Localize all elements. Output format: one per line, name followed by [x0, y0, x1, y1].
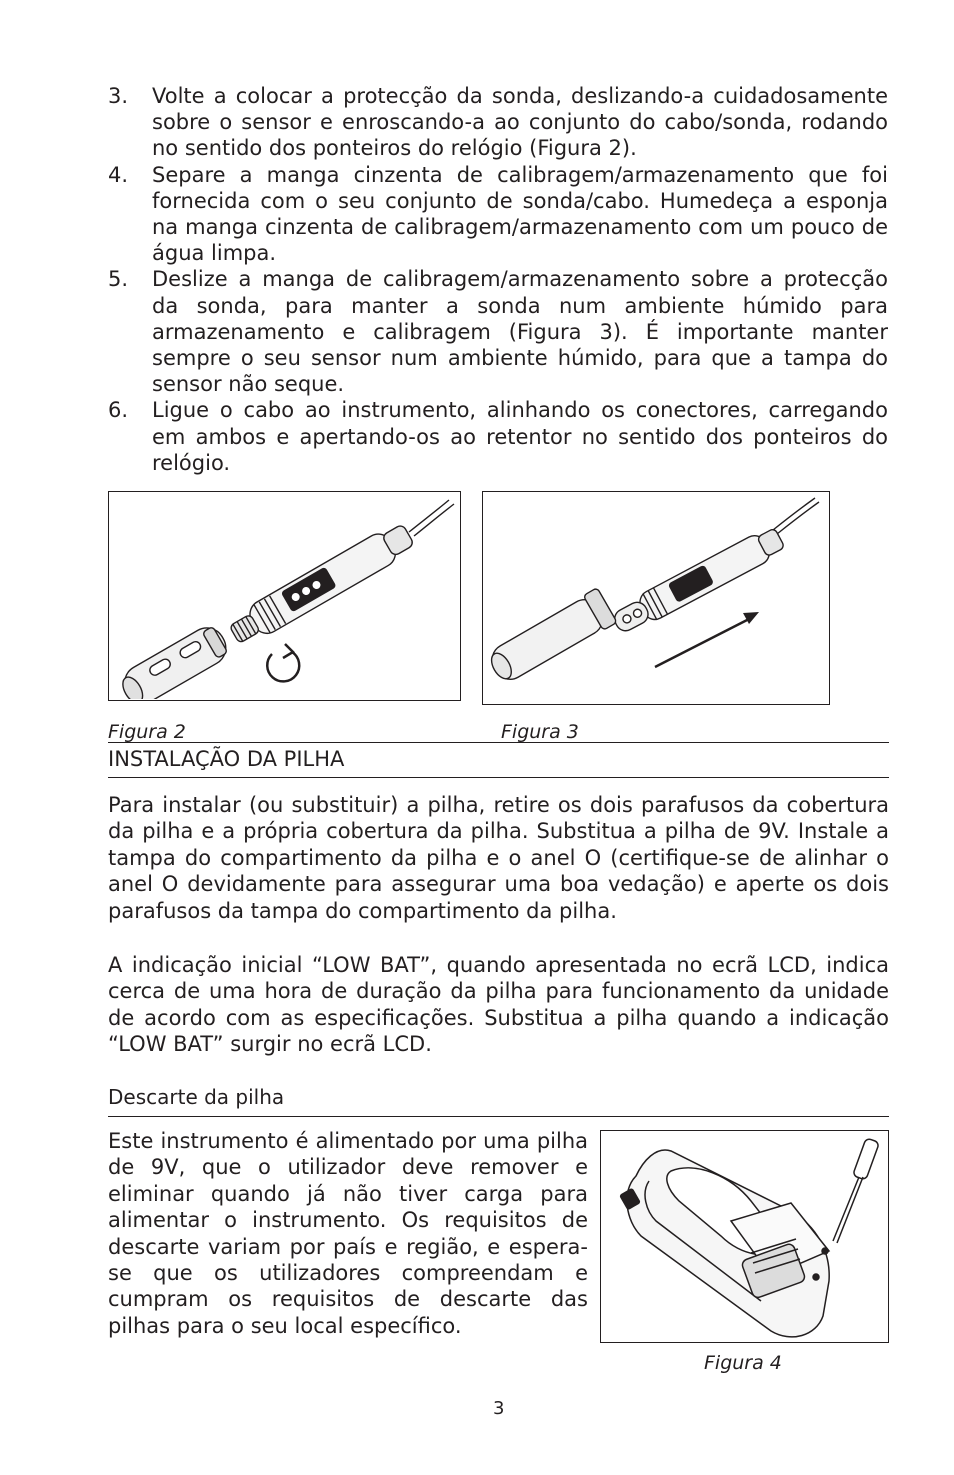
- figure-2-caption: Figura 2: [108, 721, 186, 743]
- step-number: 3.: [108, 84, 129, 108]
- calibration-sleeve-illustration: [483, 492, 828, 703]
- step-text: Ligue o cabo ao instrumento, alinhando os conectores, carregando em ambos e apertando-os ao retentor no sentido dos ponteiros do relógio.: [152, 398, 888, 475]
- step-number: 4.: [108, 162, 129, 187]
- figure-3-calibration-sleeve: [482, 491, 830, 705]
- figure-3-caption: Figura 3: [501, 721, 579, 743]
- battery-disposal-paragraph: Este instrumento é alimentado por uma pilha de 9V, que o utilizador deve remover e eliminar quando já não tiver carga para alimentar o instrumento. Os requisitos de descarte variam por país e região, e espera-se que os utilizadores compreendam e cumpram os requisitos de descarte das pilhas para o seu local específico.: [108, 1129, 588, 1338]
- figure-4-caption: Figura 4: [704, 1352, 782, 1374]
- low-bat-paragraph: A indicação inicial “LOW BAT”, quando apresentada no ecrã LCD, indica cerca de uma hora de duração da pilha para funcionamento da unidade de acordo com as especificações. Substitua a pilha quando a indicação “LOW BAT” surgir no ecrã LCD.: [108, 953, 889, 1057]
- step-item: [108, 266, 888, 397]
- step-item: [108, 397, 888, 476]
- heading-underline: [108, 777, 889, 778]
- step-text: Volte a colocar a protecção da sonda, deslizando-a cuidadosamente sobre o sensor e enroscando-a ao conjunto do cabo/sonda, rodando no sentido dos ponteiros do relógio (Figura 2).: [152, 84, 888, 161]
- figure-4-battery-compartment: [600, 1130, 889, 1343]
- battery-install-heading: INSTALAÇÃO DA PILHA: [108, 747, 345, 771]
- step-text: Deslize a manga de calibragem/armazenamento sobre a protecção da sonda, para manter a sonda num ambiente húmido para armazenamento e calibragem (Figura 3). É importante manter sempre o seu sensor num ambiente húmido, para que a tampa do sensor não seque.: [152, 267, 888, 397]
- battery-install-paragraph: Para instalar (ou substituir) a pilha, retire os dois parafusos da cobertura da pilha e a própria cobertura da pilha. Substitua a pilha de 9V. Instale a tampa do compartimento da pilha e o anel O (certifique-se de alinhar o anel O devidamente para assegurar uma boa vedação) e aperte os dois parafusos da tampa do compartimento da pilha.: [108, 793, 889, 923]
- step-number: 5.: [108, 267, 129, 292]
- page-number: 3: [493, 1398, 505, 1419]
- heading-underline: [108, 1116, 889, 1117]
- steps-list: [108, 83, 888, 476]
- figure-2-probe-guard: [108, 491, 461, 701]
- battery-compartment-illustration: [601, 1131, 887, 1341]
- probe-guard-illustration: [109, 492, 459, 699]
- step-item: [108, 83, 888, 162]
- step-text: Separe a manga cinzenta de calibragem/armazenamento que foi fornecida com o seu conjunto de sonda/cabo. Humedeça a esponja na manga cinzenta de calibragem/armazenamento com um pouco de água limpa.: [152, 162, 888, 266]
- section-divider: [108, 742, 889, 743]
- step-number: 6.: [108, 398, 129, 423]
- battery-disposal-heading: Descarte da pilha: [108, 1085, 285, 1109]
- step-item: [108, 162, 888, 267]
